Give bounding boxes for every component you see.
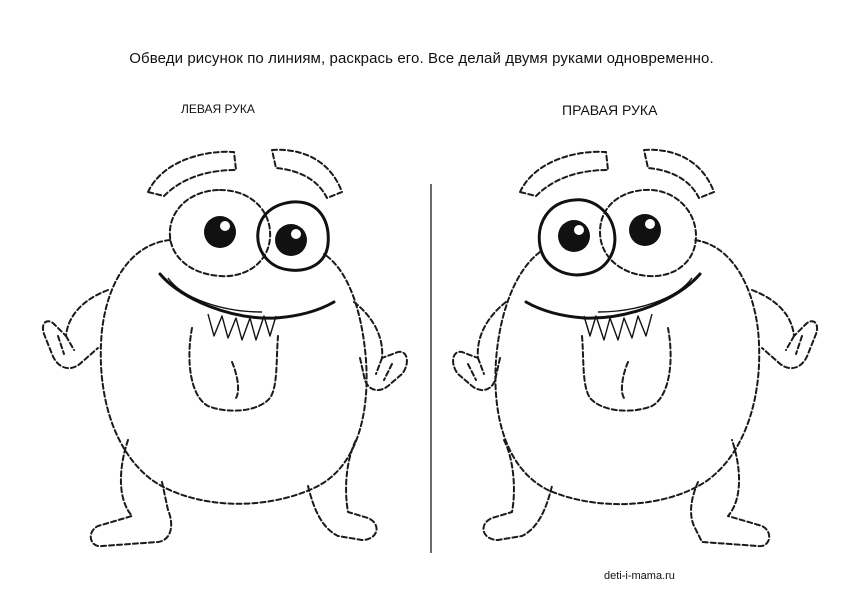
site-url: deti-i-mama.ru	[604, 570, 675, 582]
center-divider	[430, 184, 432, 553]
monster-tracing-icon	[448, 140, 828, 560]
right-monster-figure	[448, 140, 828, 560]
right-hand-label: ПРАВАЯ РУКА	[562, 102, 658, 118]
left-monster-figure	[32, 140, 412, 560]
instruction-text: Обведи рисунок по линиям, раскрась его. Все делай двумя руками одновременно.	[129, 50, 714, 67]
left-hand-label: ЛЕВАЯ РУКА	[181, 102, 255, 116]
monster-tracing-icon	[32, 140, 412, 560]
